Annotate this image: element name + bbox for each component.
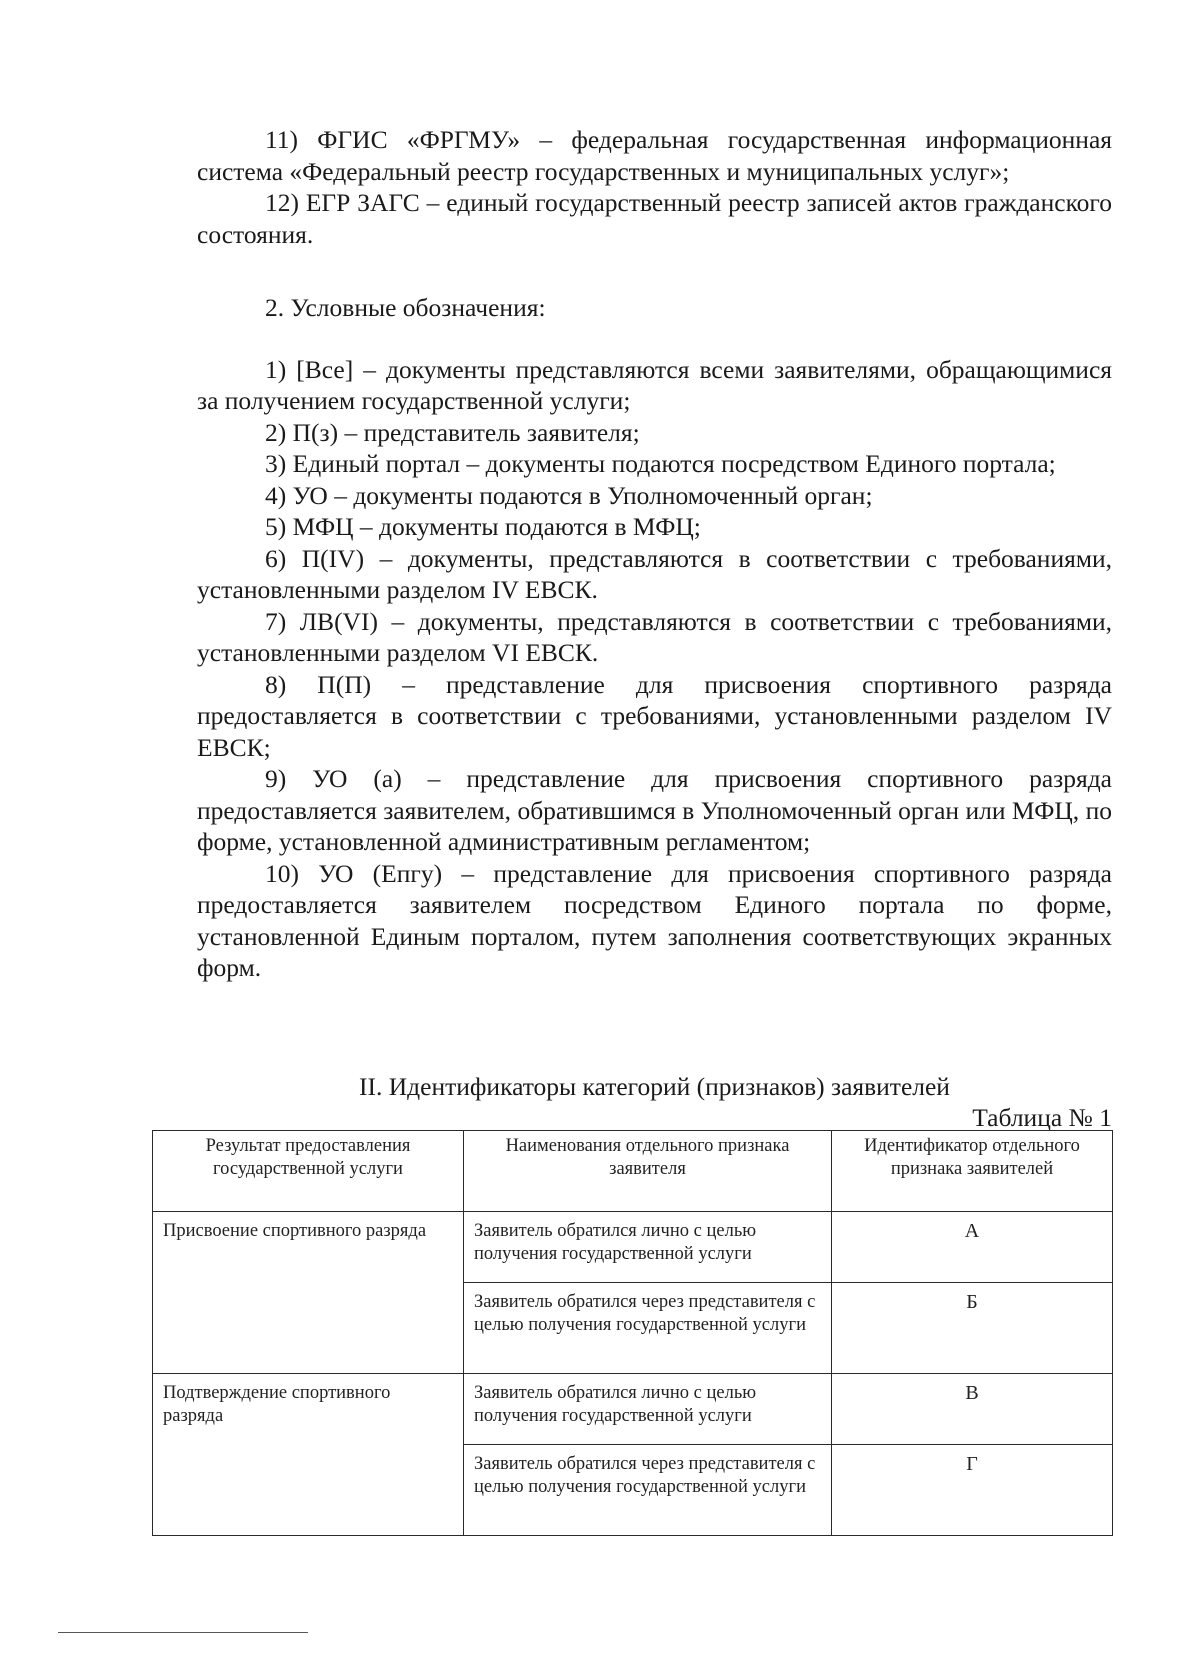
table-row [153,1212,1113,1283]
result-cell: Подтверждение спортивного разряда [153,1374,464,1536]
feature-cell: Заявитель обратился через представителя с целью получения государственной услуги [464,1283,832,1374]
symbol-item: 3) Единый портал – документы подаются посредством Единого портала; [265,449,1056,478]
identifier-cell: В [832,1374,1113,1445]
column-header-identifier: Идентификатор отдельного признака заявителей [832,1131,1113,1212]
symbol-item: 10) УО (Епгу) – представление для присвоения спортивного разряда предоставляется заявителем посредством Единого портала по форме, установленной Единым порталом, путем заполнения соответствующих экранных форм. [197,858,1112,982]
symbol-item: 5) МФЦ – документы подаются в МФЦ; [265,512,701,541]
section-title: II. Идентификаторы категорий (признаков) заявителей [359,1072,950,1101]
symbol-item: 9) УО (а) – представление для присвоения спортивного разряда предоставляется заявителем, обратившимся в Уполномоченный орган или МФЦ, по форме, установленной административным регламентом; [197,764,1112,856]
spacer [197,324,1112,354]
column-header-result: Результат предоставления государственной услуги [153,1131,464,1212]
table-header-row [153,1131,1113,1212]
identifier-cell: А [832,1212,1113,1283]
definition-item: 12) ЕГР ЗАГС – единый государственный реестр записей актов гражданского состояния. [197,188,1112,249]
definition-item: 11) ФГИС «ФРГМУ» – федеральная государственная информационная система «Федеральный реестр государственных и муниципальных услуг»; [197,125,1112,186]
applicant-identifiers-table [152,1130,1113,1536]
result-cell: Присвоение спортивного разряда [153,1212,464,1374]
feature-cell: Заявитель обратился лично с целью получения государственной услуги [464,1212,832,1283]
feature-cell: Заявитель обратился через представителя с целью получения государственной услуги [464,1445,832,1536]
column-header-feature: Наименования отдельного признака заявителя [464,1131,832,1212]
document-body [197,124,1112,984]
symbols-heading: 2. Условные обозначения: [265,293,546,322]
symbol-item: 2) П(з) – представитель заявителя; [265,417,640,447]
identifier-cell: Г [832,1445,1113,1536]
footnote-separator [58,1632,308,1633]
symbol-item: 8) П(П) – представление для присвоения спортивного разряда предоставляется в соответствии с требованиями, установленными разделом IV ЕВСК; [197,669,1112,762]
table-label: Таблица № 1 [972,1103,1112,1132]
symbol-item: 7) ЛВ(VI) – документы, представляются в соответствии с требованиями, установленными разделом VI ЕВСК. [197,606,1112,667]
identifier-cell: Б [832,1283,1113,1374]
spacer [197,250,1112,292]
symbol-item: 1) [Все] – документы представляются всеми заявителями, обращающимися за получением государственной услуги; [197,354,1112,415]
feature-cell: Заявитель обратился лично с целью получения государственной услуги [464,1374,832,1445]
symbol-item: 4) УО – документы подаются в Уполномоченный орган; [265,480,873,510]
table-row [153,1374,1113,1445]
symbol-item: 6) П(IV) – документы, представляются в соответствии с требованиями, установленными разделом IV ЕВСК. [197,543,1112,604]
